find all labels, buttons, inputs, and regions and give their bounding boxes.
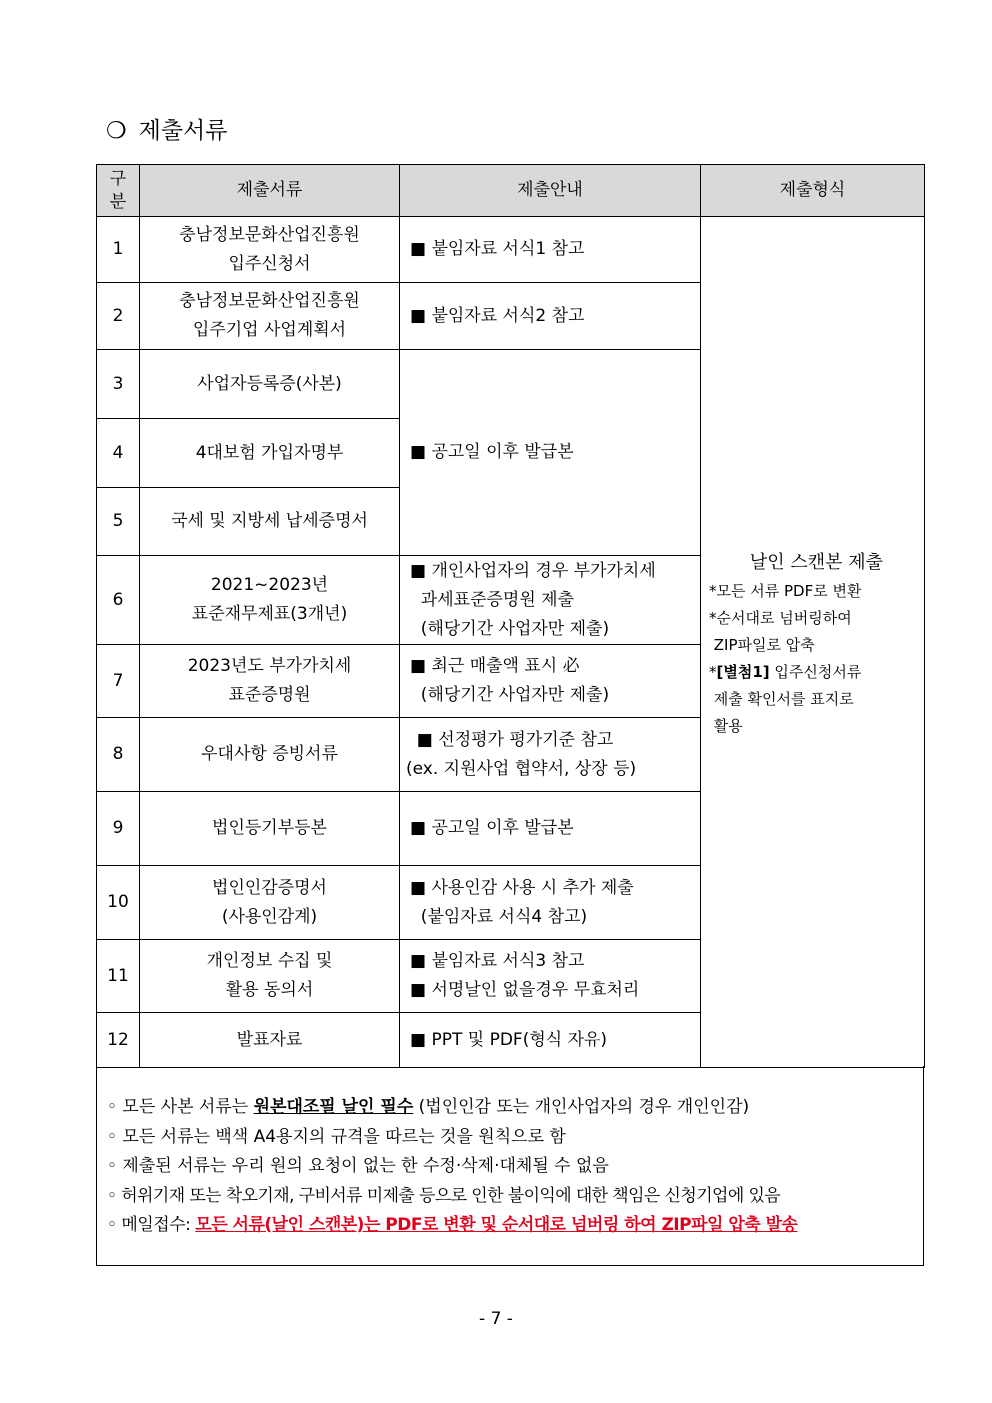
- row-guide: ■ 붙임자료 서식3 참고 ■ 서명날인 없을경우 무효처리: [400, 940, 701, 1013]
- note-line: ◦ 모든 사본 서류는 원본대조필 날인 필수 (법인인감 또는 개인사업자의 경우 개인인감): [107, 1097, 750, 1117]
- row-no: 7: [97, 645, 140, 718]
- row-guide: ■ 붙임자료 서식2 참고: [400, 283, 701, 350]
- section-heading: [106, 112, 228, 145]
- row-guide: ■ 선정평가 평가기준 참고 (ex. 지원사업 협약서, 상장 등): [400, 718, 701, 792]
- row-doc: 사업자등록증(사본): [140, 350, 400, 419]
- section-title: 제출서류: [138, 118, 228, 144]
- circle-bullet-icon: ❍: [106, 118, 127, 144]
- documents-table: [96, 164, 925, 1068]
- row-no: 4: [97, 419, 140, 488]
- row-doc: 우대사항 증빙서류: [140, 718, 400, 792]
- row-no: 9: [97, 792, 140, 866]
- note-emphasis: 원본대조필 날인 필수: [253, 1097, 414, 1117]
- row-no: 5: [97, 488, 140, 556]
- row-guide: ■ 최근 매출액 표시 必 (해당기간 사업자만 제출): [400, 645, 701, 718]
- row-doc: 2021~2023년 표준재무제표(3개년): [140, 556, 400, 645]
- note-line: ◦ 허위기재 또는 착오기재, 구비서류 미제출 등으로 인한 불이익에 대한 책임은 신청기업에 있음: [107, 1185, 781, 1206]
- row-no: 8: [97, 718, 140, 792]
- page-number: - 7 -: [479, 1309, 513, 1329]
- header-no: 구 분: [97, 165, 140, 217]
- note-line: ◦ 메일접수: 모든 서류(날인 스캔본)는 PDF로 변환 및 순서대로 넘버링 하여 ZIP파일 압축 발송: [107, 1215, 798, 1235]
- header-format: 제출형식: [701, 165, 925, 217]
- row-no: 11: [97, 940, 140, 1013]
- row-doc: 국세 및 지방세 납세증명서: [140, 488, 400, 556]
- table-row: [97, 217, 925, 283]
- row-no: 12: [97, 1013, 140, 1068]
- row-doc: 법인등기부등본: [140, 792, 400, 866]
- note-line: ◦ 모든 서류는 백색 A4용지의 규격을 따르는 것을 원칙으로 함: [107, 1126, 566, 1147]
- row-no: 1: [97, 217, 140, 283]
- note-red-emphasis: 모든 서류(날인 스캔본)는 PDF로 변환 및 순서대로 넘버링 하여 ZIP파일 압축 발송: [195, 1215, 798, 1235]
- row-guide: ■ 붙임자료 서식1 참고: [400, 217, 701, 283]
- header-guide: 제출안내: [400, 165, 701, 217]
- row-no: 2: [97, 283, 140, 350]
- table-header-row: [97, 165, 925, 217]
- row-doc: 충남정보문화산업진흥원 입주신청서: [140, 217, 400, 283]
- notes-box: [96, 1066, 924, 1266]
- row-doc: 충남정보문화산업진흥원 입주기업 사업계획서: [140, 283, 400, 350]
- header-doc: 제출서류: [140, 165, 400, 217]
- row-no: 10: [97, 866, 140, 940]
- row-guide: ■ 사용인감 사용 시 추가 제출 (붙임자료 서식4 참고): [400, 866, 701, 940]
- row-doc: 법인인감증명서 (사용인감계): [140, 866, 400, 940]
- row-doc: 발표자료: [140, 1013, 400, 1068]
- row-guide: ■ 개인사업자의 경우 부가가치세 과세표준증명원 제출 (해당기간 사업자만 제출): [400, 556, 701, 645]
- row-doc: 2023년도 부가가치세 표준증명원: [140, 645, 400, 718]
- row-doc: 개인정보 수집 및 활용 동의서: [140, 940, 400, 1013]
- row-guide-merged: ■ 공고일 이후 발급본: [400, 350, 701, 556]
- row-no: 6: [97, 556, 140, 645]
- row-guide: ■ PPT 및 PDF(형식 자유): [400, 1013, 701, 1068]
- format-cell: 날인 스캔본 제출 *모든 서류 PDF로 변환 *순서대로 넘버링하여 ZIP파일로 압축 *[별첨1] 입주신청서류 제출 확인서를 표지로 활용: [701, 217, 925, 1068]
- row-guide: ■ 공고일 이후 발급본: [400, 792, 701, 866]
- note-line: ◦ 제출된 서류는 우리 원의 요청이 없는 한 수정·삭제·대체될 수 없음: [107, 1156, 609, 1176]
- row-doc: 4대보험 가입자명부: [140, 419, 400, 488]
- row-no: 3: [97, 350, 140, 419]
- format-title: 날인 스캔본 제출: [749, 552, 884, 573]
